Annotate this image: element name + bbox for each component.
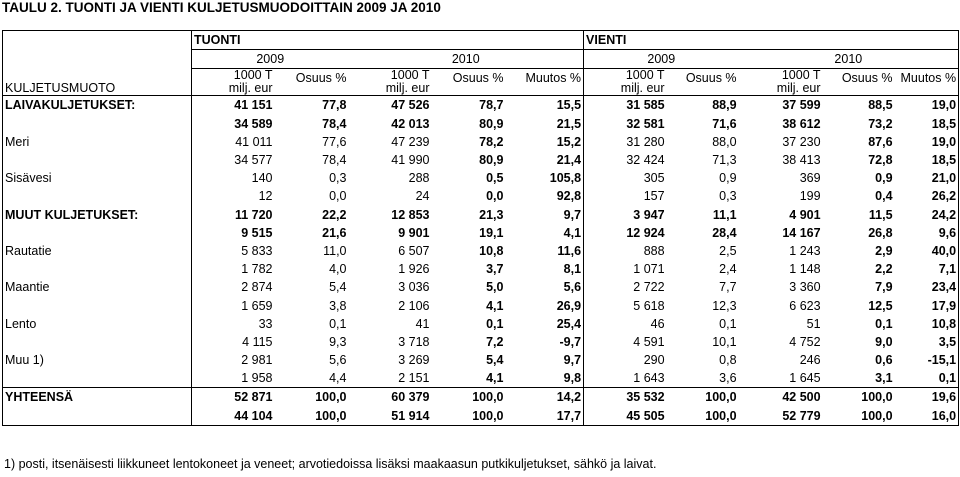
row-label — [3, 260, 192, 278]
table-cell: 5,4 — [329, 280, 347, 295]
table-cell: -9,7 — [559, 334, 582, 349]
table-cell: 0,1 — [486, 316, 504, 331]
table-cell: 24 — [415, 189, 430, 204]
table-cell: 25,4 — [556, 316, 582, 331]
table-cell: 78,4 — [322, 116, 347, 131]
col-header-1000t: 1000 T milj. eur — [584, 69, 667, 96]
table-cell: 15,2 — [556, 134, 582, 149]
table-cell: 40,0 — [895, 242, 959, 260]
table-cell: 10,8 — [895, 315, 959, 333]
table-cell: 2 981 — [192, 351, 275, 369]
table-cell: 0,0 — [486, 189, 504, 204]
table-cell: -15,1 — [895, 351, 959, 369]
table-cell: 3,6 — [719, 371, 737, 386]
row-label: MUUT KULJETUKSET: — [3, 206, 192, 224]
table-cell: 38 413 — [782, 153, 821, 168]
table-row — [3, 333, 959, 351]
table-cell: 21,3 — [479, 207, 504, 222]
table-cell: 60 379 — [349, 388, 432, 407]
table-cell: 33 — [192, 315, 275, 333]
row-label — [3, 224, 192, 242]
table-row — [3, 151, 959, 169]
table-cell: 71,3 — [712, 153, 737, 168]
table-cell: 32 581 — [584, 115, 667, 133]
table-cell: 0,9 — [719, 171, 737, 186]
col-header-1000t: 1000 T milj. eur — [739, 69, 823, 96]
year-header: 2010 — [739, 50, 959, 69]
page-title: TAULU 2. TUONTI JA VIENTI KULJETUSMUODOITTAIN 2009 JA 2010 — [2, 0, 441, 15]
table-cell: 7,1 — [895, 260, 959, 278]
table-cell: 10,1 — [712, 334, 737, 349]
table-cell: 246 — [799, 353, 821, 368]
year-header: 2009 — [192, 50, 349, 69]
row-label: Muu 1) — [3, 351, 192, 369]
table-cell: 3,5 — [895, 333, 959, 351]
table-row — [3, 115, 959, 133]
table-row — [3, 224, 959, 242]
table-cell: 12,3 — [712, 298, 737, 313]
table-cell: 28,4 — [712, 225, 737, 240]
col-header-1000t: 1000 T milj. eur — [192, 69, 275, 96]
row-label — [3, 333, 192, 351]
table-cell: 2 151 — [398, 371, 430, 386]
row-label: Meri — [3, 133, 192, 151]
year-header: 2010 — [349, 50, 584, 69]
row-label — [3, 151, 192, 169]
table-cell: 19,0 — [895, 133, 959, 151]
table-cell: 14 167 — [782, 225, 821, 240]
table-cell: 52 871 — [192, 388, 275, 407]
table-cell: 1 659 — [192, 296, 275, 314]
table-cell: 26,8 — [868, 225, 893, 240]
table-cell: 37 230 — [782, 134, 821, 149]
table-cell: 369 — [799, 171, 821, 186]
table-cell: 51 914 — [349, 407, 432, 426]
table-cell: 105,8 — [549, 171, 582, 186]
table-cell: 2,5 — [719, 243, 737, 258]
table-cell: 12 924 — [584, 224, 667, 242]
table-cell: 4,1 — [486, 371, 504, 386]
header-empty — [3, 50, 192, 69]
table-cell: 42 013 — [391, 116, 430, 131]
table-row — [3, 96, 959, 115]
table-cell: 38 612 — [782, 116, 821, 131]
table-cell: 2 722 — [584, 278, 667, 296]
table-cell: 0,1 — [329, 316, 347, 331]
table-cell: 6 623 — [789, 298, 821, 313]
table-cell: 1 071 — [584, 260, 667, 278]
col-header-share: Osuus % — [432, 69, 506, 96]
table-row — [3, 242, 959, 260]
table-cell: 42 500 — [739, 388, 823, 407]
table-row — [3, 133, 959, 151]
table-cell: 5,4 — [486, 353, 504, 368]
table-cell: 1 926 — [398, 262, 430, 277]
table-cell: 9,0 — [875, 334, 893, 349]
table-cell: 0,5 — [486, 171, 504, 186]
row-label — [3, 115, 192, 133]
table-cell: 10,8 — [479, 243, 504, 258]
table-row — [3, 206, 959, 224]
table-cell: 9 515 — [192, 224, 275, 242]
table-cell: 5 618 — [584, 296, 667, 314]
table-cell: 41 151 — [192, 96, 275, 115]
table-cell: 0,4 — [875, 189, 893, 204]
table-cell: 1 243 — [789, 243, 821, 258]
row-label: Lento — [3, 315, 192, 333]
table-cell: 199 — [799, 189, 821, 204]
table-cell: 100,0 — [275, 388, 349, 407]
table-cell: 4,1 — [563, 225, 582, 240]
table-cell: 34 589 — [192, 115, 275, 133]
row-label — [3, 407, 192, 426]
row-label: Sisävesi — [3, 169, 192, 187]
table-row — [3, 388, 959, 407]
col-header-share: Osuus % — [275, 69, 349, 96]
table-cell: 0,6 — [875, 353, 893, 368]
table-cell: 15,5 — [556, 98, 582, 113]
row-label: Maantie — [3, 278, 192, 296]
table-cell: 21,6 — [322, 225, 347, 240]
row-label: LAIVAKULJETUKSET: — [3, 96, 192, 115]
table-cell: 47 239 — [391, 134, 430, 149]
table-cell: 290 — [584, 351, 667, 369]
table-cell: 4 901 — [789, 207, 821, 222]
table-cell: 44 104 — [192, 407, 275, 426]
table-cell: 14,2 — [506, 388, 584, 407]
table-cell: 0,3 — [719, 189, 737, 204]
table-cell: 7,9 — [875, 280, 893, 295]
table-row — [3, 278, 959, 296]
table-cell: 5,6 — [329, 353, 347, 368]
table-cell: 100,0 — [667, 407, 739, 426]
table-cell: 3,8 — [329, 298, 347, 313]
table-row — [3, 315, 959, 333]
table-cell: 11 720 — [192, 206, 275, 224]
table-cell: 4 591 — [584, 333, 667, 351]
table-cell: 0,0 — [329, 189, 347, 204]
table-cell: 11,1 — [712, 207, 737, 222]
table-cell: 26,2 — [895, 187, 959, 205]
table-cell: 77,8 — [322, 98, 347, 113]
table-cell: 9,8 — [563, 371, 582, 386]
table-cell: 11,6 — [557, 243, 582, 258]
col-header-1000t: 1000 T milj. eur — [349, 69, 432, 96]
table-cell: 3 269 — [398, 353, 430, 368]
table-cell: 21,5 — [556, 116, 582, 131]
table-cell: 11,0 — [323, 243, 347, 258]
table-cell: 52 779 — [739, 407, 823, 426]
table-cell: 1 645 — [789, 371, 821, 386]
table-cell: 2,9 — [875, 243, 893, 258]
table-row — [3, 169, 959, 187]
table-cell: 4,1 — [486, 298, 504, 313]
table-cell: 19,1 — [479, 225, 504, 240]
table-cell: 18,5 — [895, 151, 959, 169]
table-cell: 8,1 — [563, 262, 582, 277]
table-cell: 34 577 — [192, 151, 275, 169]
table-cell: 92,8 — [556, 189, 582, 204]
table-cell: 4 115 — [192, 333, 275, 351]
table-cell: 3 718 — [398, 334, 430, 349]
table-cell: 17,7 — [506, 407, 584, 426]
table-cell: 41 990 — [391, 153, 430, 168]
table-cell: 19,0 — [895, 96, 959, 115]
table-cell: 77,6 — [322, 134, 347, 149]
row-label-header: KULJETUSMUOTO — [3, 69, 192, 96]
table-cell: 45 505 — [584, 407, 667, 426]
table-cell: 80,9 — [479, 153, 504, 168]
table-cell: 2 874 — [192, 278, 275, 296]
table-cell: 140 — [192, 169, 275, 187]
table-cell: 51 — [806, 316, 821, 331]
table-cell: 32 424 — [584, 151, 667, 169]
table-cell: 305 — [584, 169, 667, 187]
table-cell: 4 752 — [789, 334, 821, 349]
table-cell: 35 532 — [584, 388, 667, 407]
table-cell: 0,1 — [875, 316, 893, 331]
row-label — [3, 296, 192, 314]
table-cell: 12,5 — [868, 298, 893, 313]
table-cell: 31 585 — [584, 96, 667, 115]
table-cell: 12 853 — [391, 207, 430, 222]
table-cell: 2,4 — [719, 262, 737, 277]
table-cell: 157 — [584, 187, 667, 205]
row-label: Rautatie — [3, 242, 192, 260]
table-cell: 22,2 — [322, 207, 347, 222]
table-cell: 9 901 — [398, 225, 430, 240]
table-row — [3, 260, 959, 278]
table-cell: 46 — [584, 315, 667, 333]
table-cell: 6 507 — [398, 243, 430, 258]
table-row — [3, 296, 959, 314]
table-cell: 37 599 — [782, 98, 821, 113]
table-cell: 888 — [584, 242, 667, 260]
row-label: YHTEENSÄ — [3, 388, 192, 407]
table-cell: 5,6 — [563, 280, 582, 295]
table-cell: 72,8 — [868, 153, 893, 168]
table-cell: 11,5 — [868, 207, 893, 222]
table-cell: 88,0 — [712, 134, 737, 149]
table-cell: 78,2 — [479, 134, 504, 149]
table-cell: 88,9 — [712, 98, 737, 113]
row-label — [3, 369, 192, 388]
row-label — [3, 187, 192, 205]
table-cell: 100,0 — [432, 388, 506, 407]
col-header-change: Muutos % — [895, 69, 959, 96]
table-cell: 0,1 — [895, 369, 959, 388]
table-cell: 3 947 — [584, 206, 667, 224]
table-cell: 88,5 — [868, 98, 893, 113]
table-cell: 100,0 — [667, 388, 739, 407]
table-cell: 9,6 — [895, 224, 959, 242]
table-body — [3, 96, 959, 425]
table-row — [3, 351, 959, 369]
table-cell: 5 833 — [192, 242, 275, 260]
table-cell: 41 — [415, 316, 430, 331]
table-cell: 3,7 — [486, 262, 504, 277]
header-empty — [3, 31, 192, 50]
table-cell: 18,5 — [895, 115, 959, 133]
table-cell: 17,9 — [895, 296, 959, 314]
table-cell: 3,1 — [875, 371, 893, 386]
table-cell: 4,0 — [329, 262, 347, 277]
table-cell: 12 — [192, 187, 275, 205]
table-cell: 26,9 — [556, 298, 582, 313]
col-header-share: Osuus % — [823, 69, 895, 96]
table-cell: 0,9 — [875, 171, 893, 186]
table-cell: 47 526 — [391, 98, 430, 113]
table-cell: 1 643 — [584, 369, 667, 388]
table-cell: 78,4 — [322, 153, 347, 168]
table-cell: 71,6 — [712, 116, 737, 131]
table-cell: 80,9 — [479, 116, 504, 131]
table-cell: 9,3 — [329, 334, 347, 349]
table-cell: 1 148 — [789, 262, 821, 277]
table-cell: 100,0 — [432, 407, 506, 426]
table-cell: 9,7 — [563, 353, 582, 368]
table-cell: 87,6 — [868, 134, 893, 149]
table-cell: 19,6 — [895, 388, 959, 407]
table-cell: 100,0 — [275, 407, 349, 426]
year-header: 2009 — [584, 50, 739, 69]
table-cell: 1 958 — [192, 369, 275, 388]
data-table — [2, 30, 959, 426]
table-cell: 41 011 — [192, 133, 275, 151]
table-cell: 24,2 — [895, 206, 959, 224]
table-cell: 0,1 — [719, 316, 737, 331]
group-header-vienti: VIENTI — [584, 31, 959, 50]
table-cell: 21,4 — [556, 153, 582, 168]
table-cell: 3 360 — [789, 280, 821, 295]
footnote: 1) posti, itsenäisesti liikkuneet lentokoneet ja veneet; arvotiedoissa lisäksi maakaasun putkikuljetukset, sähkö ja laivat. — [4, 457, 657, 471]
table-cell: 4,4 — [329, 371, 347, 386]
table-cell: 16,0 — [895, 407, 959, 426]
table-cell: 7,7 — [719, 280, 737, 295]
table-cell: 9,7 — [563, 207, 582, 222]
table-cell: 100,0 — [823, 407, 895, 426]
table-cell: 288 — [408, 171, 430, 186]
table-cell: 23,4 — [895, 278, 959, 296]
table-cell: 78,7 — [479, 98, 504, 113]
table-cell: 2,2 — [875, 262, 893, 277]
table-cell: 2 106 — [398, 298, 430, 313]
table-cell: 21,0 — [895, 169, 959, 187]
table-cell: 31 280 — [584, 133, 667, 151]
table-cell: 0,3 — [329, 171, 347, 186]
table-cell: 7,2 — [486, 334, 504, 349]
table-cell: 3 036 — [398, 280, 430, 295]
table-cell: 73,2 — [868, 116, 893, 131]
table-row — [3, 369, 959, 388]
table-cell: 1 782 — [192, 260, 275, 278]
table-row — [3, 407, 959, 426]
table-cell: 0,8 — [719, 353, 737, 368]
col-header-share: Osuus % — [667, 69, 739, 96]
group-header-tuonti: TUONTI — [192, 31, 584, 50]
table-cell: 100,0 — [823, 388, 895, 407]
table-cell: 5,0 — [486, 280, 504, 295]
col-header-change: Muutos % — [506, 69, 584, 96]
table-row — [3, 187, 959, 205]
